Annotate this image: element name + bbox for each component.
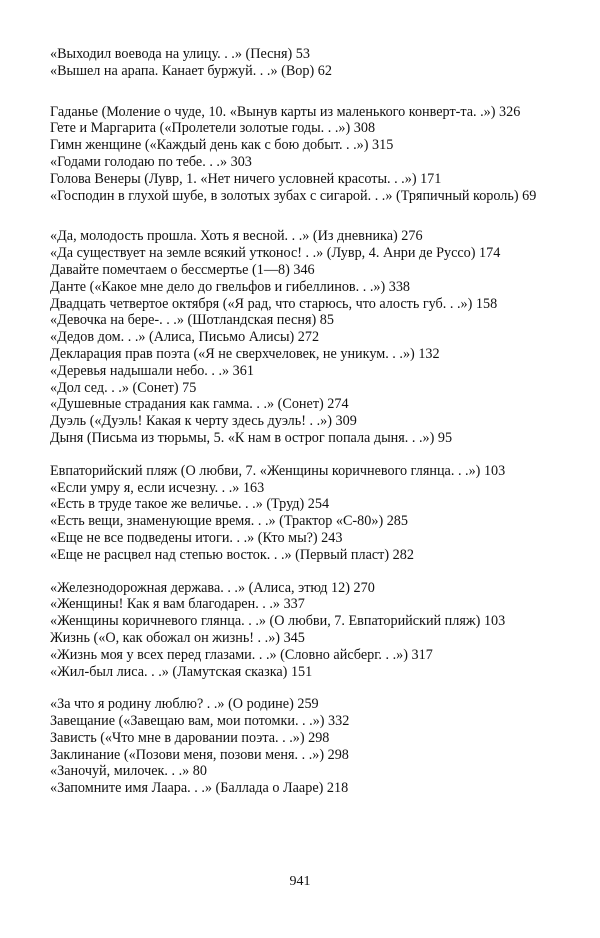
index-entry: «Выходил воевода на улицу. . .» (Песня) 53 (50, 46, 310, 62)
index-entry: «Душевные страдания как гамма. . .» (Сонет) 274 (50, 396, 349, 413)
index-entry: Евпаторийский пляж (О любви, 7. «Женщины коричневого глянца. . .») 103 (50, 462, 506, 479)
index-entry: «За что я родину люблю? . .» (О родине) 259 (50, 696, 319, 713)
index-entry: «Да существует на земле всякий утконос! . .» (Лувр, 4. Анри де Руссо) 174 (50, 245, 501, 262)
index-entry: «Господин в глухой шубе, в золотых зубах с сигарой. . .» (Тряпичный король) 69 (50, 187, 537, 204)
index-entry: «Женщины! Как я вам благодарен. . .» 337 (50, 596, 305, 613)
index-entry: Гимн женщине («Каждый день как с бою добыт. . .») 315 (50, 137, 394, 154)
index-entry: Голова Венеры (Лувр, 1. «Нет ничего условней красоты. . .») 171 (50, 170, 442, 187)
index-entry: «Вышел на арапа. Канает буржуй. . .» (Вор) 62 (50, 62, 332, 79)
index-entry: «Если умру я, если исчезну. . .» 163 (50, 479, 265, 496)
index-entry: Декларация прав поэта («Я не сверхчеловек, не уникум. . .») 132 (50, 345, 440, 362)
index-entry: «Запомните имя Лаара. . .» (Баллада о Лааре) 218 (50, 780, 349, 797)
index-entry: «Годами голодаю по тебе. . .» 303 (50, 153, 252, 170)
index-entry: «Жил-был лиса. . .» (Ламутская сказка) 151 (50, 663, 313, 680)
index-entry: «Деревья надышали небо. . .» 361 (50, 362, 254, 379)
index-entry: «Еще не все подведены итоги. . .» (Кто мы?) 243 (50, 529, 343, 546)
index-entry: Дуэль («Дуэль! Какая к черту здесь дуэль! . .») 309 (50, 413, 357, 430)
index-entry: «Еще не расцвел над степью восток. . .» (Первый пласт) 282 (50, 546, 414, 563)
index-entry: «Жизнь моя у всех перед глазами. . .» (Словно айсберг. . .») 317 (50, 646, 433, 663)
index-entry: Заклинание («Позови меня, позови меня. . .») 298 (50, 746, 349, 763)
index-entry: Двадцать четвертое октября («Я рад, что старюсь, что алость губ. . .») 158 (50, 295, 498, 312)
index-entry: Гете и Маргарита («Пролетели золотые годы. . .») 308 (50, 120, 376, 137)
index-entry: «Есть вещи, знаменующие время. . .» (Трактор «С-80») 285 (50, 513, 408, 530)
index-group-e (50, 463, 553, 564)
index-group-zh (50, 580, 553, 681)
index-entry: «Дол сед. . .» (Сонет) 75 (50, 379, 197, 396)
index-entry: «Дедов дом. . .» (Алиса, Письмо Алисы) 272 (50, 329, 320, 346)
index-entry: Жизнь («О, как обожал он жизнь! . .») 345 (50, 629, 305, 646)
index-entry: «Железнодорожная держава. . .» (Алиса, этюд 12) 270 (50, 579, 375, 596)
index-entry: Данте («Какое мне дело до гвельфов и гибеллинов. . .») 338 (50, 278, 411, 295)
index-entry: Гаданье (Моление о чуде, 10. «Вынув карты из маленького конверт-та. .») 326 (50, 103, 521, 120)
index-entry: Дыня (Письма из тюрьмы, 5. «К нам в острог попала дыня. . .») 95 (50, 429, 453, 446)
index-group-g (50, 104, 553, 205)
index-entry: «Женщины коричневого глянца. . .» (О любви, 7. Евпаторийский пляж) 103 (50, 613, 506, 630)
index-entry: Зависть («Что мне в даровании поэта. . .») 298 (50, 729, 330, 746)
index-entry: Завещание («Завещаю вам, мои потомки. . .») 332 (50, 713, 350, 730)
index-group-d (50, 228, 553, 446)
index-entry: «Заночуй, милочек. . .» 80 (50, 763, 207, 780)
page-number: 941 (289, 874, 311, 889)
index-list (50, 46, 553, 797)
index-entry: Давайте помечтаем о бессмертье (1—8) 346 (50, 261, 315, 278)
index-entry: «Девочка на бере-. . .» (Шотландская песня) 85 (50, 312, 334, 329)
index-entry: «Есть в труде такое же величье. . .» (Труд) 254 (50, 496, 330, 513)
index-group-v (50, 46, 553, 80)
index-entry: «Да, молодость прошла. Хоть я весной. . .» (Из дневника) 276 (50, 228, 423, 245)
index-group-z (50, 696, 553, 797)
